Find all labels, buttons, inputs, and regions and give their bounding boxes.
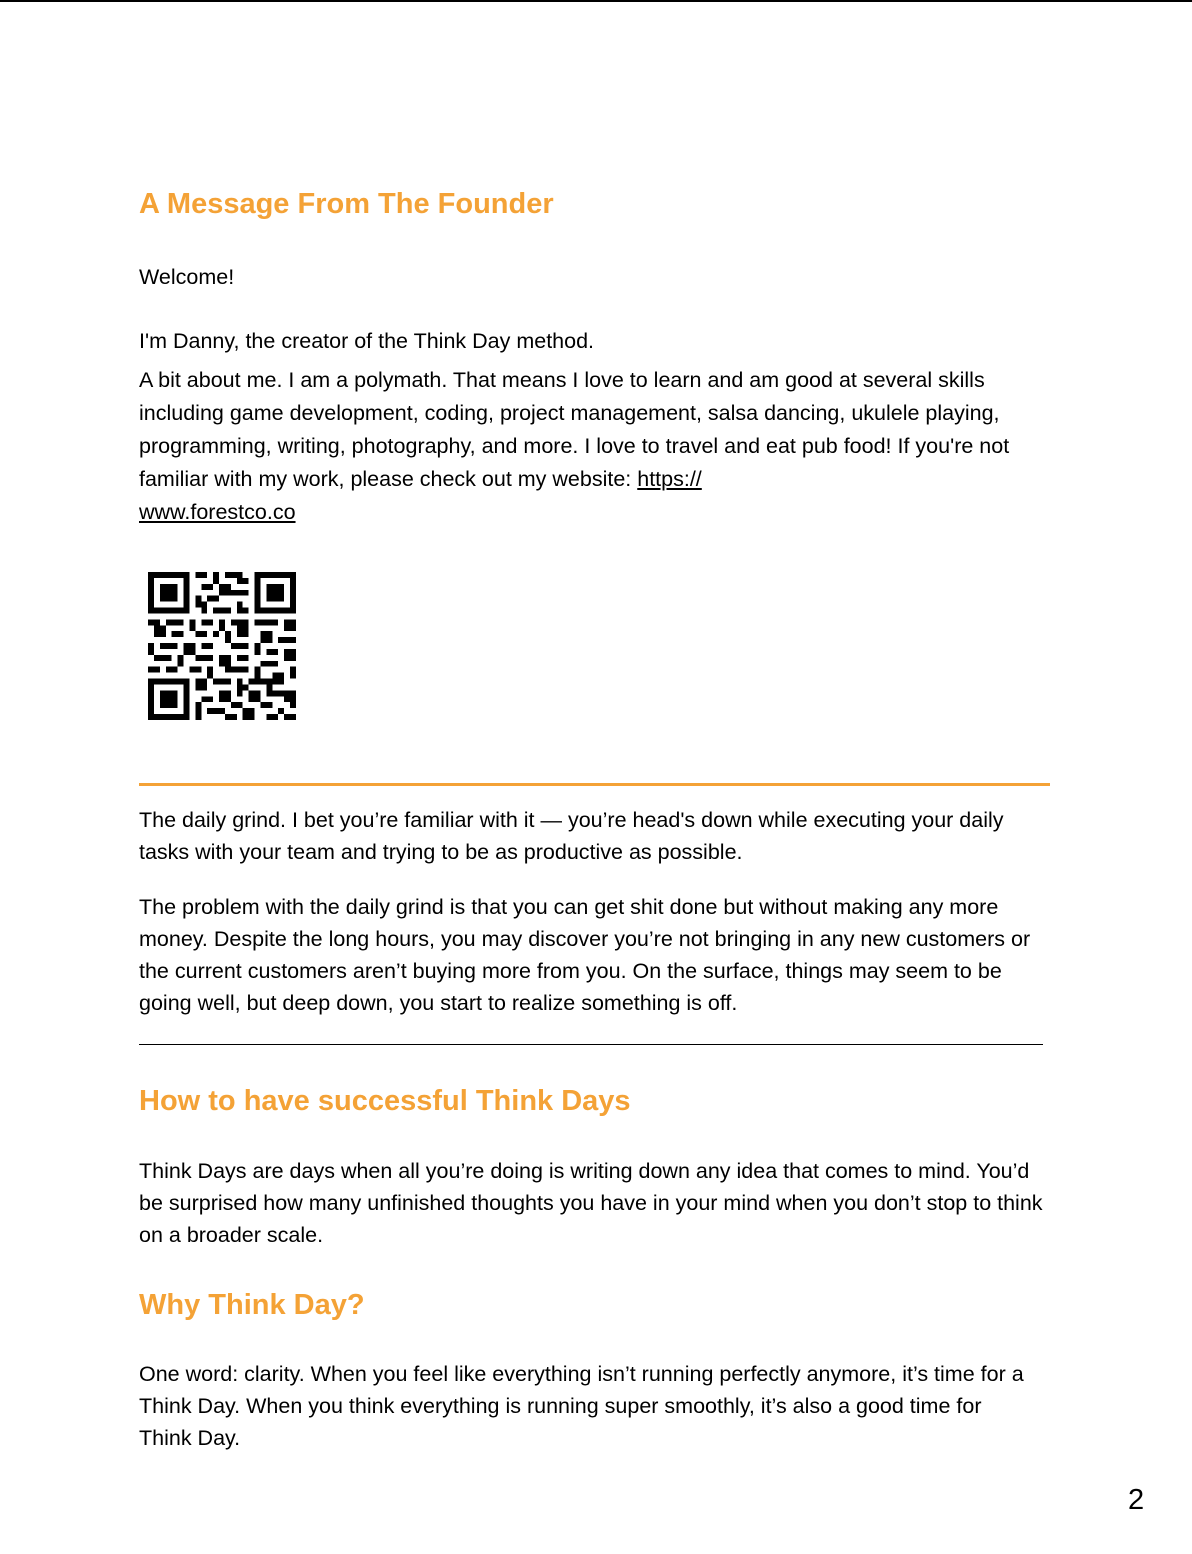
- successful-think-days-heading: How to have successful Think Days: [139, 1085, 631, 1117]
- bio-paragraph: [139, 364, 1019, 529]
- website-link-part1: https://: [637, 467, 702, 491]
- founder-message-heading: A Message From The Founder: [139, 188, 554, 220]
- why-think-day-paragraph: One word: clarity. When you feel like everything isn’t running perfectly anymore, it’s time for a Think Day. When you think everything is running super smoothly, it’s also a good time for Think Day.: [139, 1362, 1024, 1450]
- why-think-day-heading: Why Think Day?: [139, 1289, 365, 1321]
- website-link-part2: www.forestco.co: [139, 500, 296, 524]
- text-underline-divider: [139, 1044, 1043, 1045]
- welcome-text: Welcome!: [139, 265, 235, 289]
- daily-grind-problem-paragraph: The problem with the daily grind is that you can get shit done but without making any more money. Despite the long hours, you may discover you’re not bringing in any new customers or the current customers aren’t buying more from you. On the surface, things may seem to be going well, but deep down, you start to realize something is off.: [139, 895, 1031, 1015]
- qr-code-icon: [148, 572, 296, 720]
- section-divider: [139, 783, 1050, 786]
- bio-text: A bit about me. I am a polymath. That means I love to learn and am good at several skills including game development, coding, project management, salsa dancing, ukulele playing, programming, writing, photography, and more. I love to travel and eat pub food! If you're not familiar with my work, please check out my website:: [139, 368, 1010, 491]
- page-number: 2: [1128, 1484, 1145, 1516]
- daily-grind-paragraph: The daily grind. I bet you’re familiar with it — you’re head's down while executing your daily tasks with your team and trying to be as productive as possible.: [139, 808, 1004, 864]
- intro-text: I'm Danny, the creator of the Think Day method.: [139, 329, 595, 353]
- top-border: [0, 0, 1192, 2]
- think-days-paragraph: Think Days are days when all you’re doing is writing down any idea that comes to mind. You’d be surprised how many unfinished thoughts you have in your mind when you don’t stop to think on a broader scale.: [139, 1159, 1043, 1247]
